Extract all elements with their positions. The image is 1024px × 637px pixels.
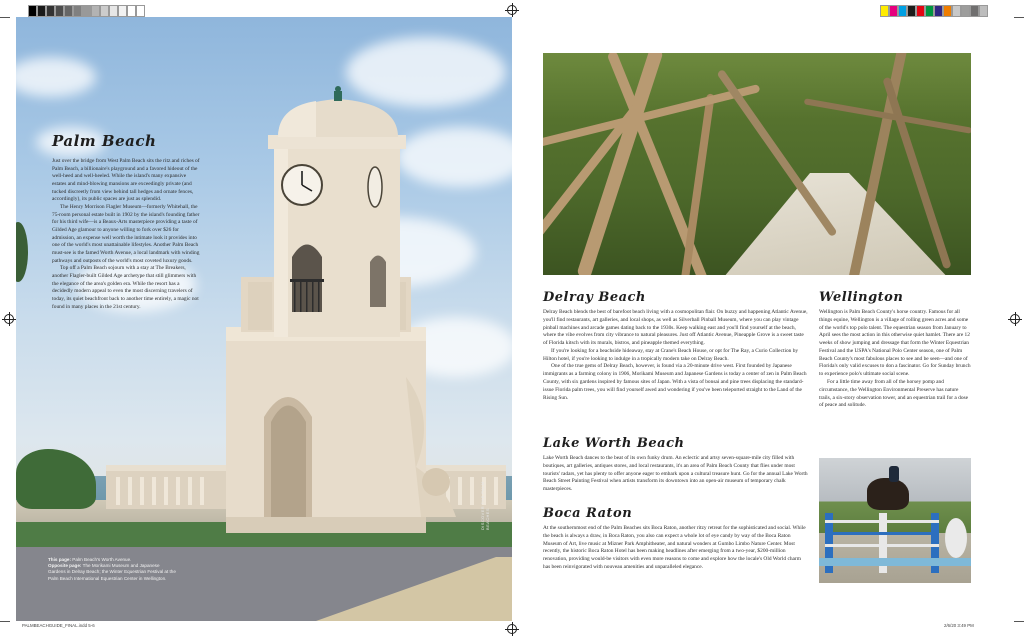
registration-mark-left-icon <box>4 314 14 324</box>
caption-opposite-page: The Morikami Museum and Japanese Gardens in Delray Beach; the Winter Equestrian Festival at the Palm Beach International Equestrian Center in Wellington. <box>48 563 176 581</box>
caption-this-page: Palm Beach's Worth Avenue. <box>72 557 132 562</box>
boca-raton-title: Boca Raton <box>543 506 633 521</box>
crop-mark <box>1014 17 1024 18</box>
wellington-paragraph-2: For a little time away from all of the horsey pomp and circumstance, the Wellington Environmental Preserve has nature trails, a six-story observation tower, and an equestrian trail for a dose of peace and solitude. <box>819 379 969 409</box>
registration-mark-bottom-icon <box>507 624 517 634</box>
boca-raton-body <box>543 525 808 572</box>
caption-lead-this-page: This page: <box>48 557 71 562</box>
palm-beach-paragraph-2: The Henry Morrison Flagler Museum—formerly Whitehall, the 75-room personal estate built in 1902 by the island's founding father for his third wife—is a Beaux-Arts masterpiece providing a taste of Gilded Age glamour to anyone willing to fork over $26 for admission, an expense well worth the intimate look it provides into one of the world's most unattainable lifestyles. Another Palm Beach must-see is the famed Worth Avenue, a local landmark with winding pathways and outposts of the world's most coveted luxury goods. <box>52 204 200 264</box>
palm-beach-title: Palm Beach <box>52 132 157 150</box>
delray-beach-title: Delray Beach <box>543 290 646 305</box>
palm-beach-paragraph-1: Just over the bridge from West Palm Beach sits the ritz and riches of Palm Beach, a billionaire's playground and a favored hideout of the well-heed and well-heeled. While the island's many expansive estates and mind-blowing mansions are exceedingly private (and tucked discreetly from view behind tall hedges and ornate fences, accordingly), its public spaces are just as splendid. <box>52 158 200 203</box>
lake-worth-paragraph-1: Lake Worth Beach dances to the beat of its own funky drum. An eclectic and artsy seven-square-mile city filled with boutiques, art galleries, antiques stores, and local restaurants, it's an area of Palm Beach County that flies under most tourists' radars, yet has plenty to offer anyone eager to embark upon a cultural treasure hunt. Go for the annual Lake Worth Beach Street Painting Festival when artists transform its downtown into an open-air museum of temporary chalk masterpieces. <box>543 455 808 493</box>
indd-file-slug: PALMBEACHGUIDE_FINAL.indd 5-6 <box>22 623 95 628</box>
crop-mark <box>0 17 10 18</box>
equestrian-jumping-photo <box>819 458 971 583</box>
horse-and-rider <box>867 478 909 510</box>
palm-beach-paragraph-3: Top off a Palm Beach sojourn with a stay at The Breakers, another Flagler-built Gilded Age archetype that still glimmers with the elegance of the area's golden era. While the resort has a decidedly modern appeal to even the most discerning travelers of today, its quiet beachfront back to another time entirely, a magic not found in many places in the 21st century. <box>52 265 199 310</box>
lake-worth-beach-body <box>543 455 808 494</box>
wellington-paragraph-1: Wellington is Palm Beach County's horse country. Famous for all things equine, Wellington is a village of rolling green acres and some of the world's top polo talent. The equestrian season from January to April sees the most action in this otherwise quiet hamlet. There are 12 weeks of show jumping and dressage that form the Winter Equestrian Festival and the USPA's National Polo Center season, one of Palm Beach County's most fabulous places to see and be seen—and one of Florida's only valid excuses to don a fascinator. Go for Sunday brunch to experience polo's ultimate social scene. <box>819 309 971 378</box>
clock-tower-photo <box>16 17 512 621</box>
palm-beach-body <box>52 158 200 311</box>
japanese-garden-photo <box>543 53 971 275</box>
wellington-body <box>819 309 971 410</box>
worth-avenue-clock-tower <box>16 17 512 621</box>
grayscale-color-bar <box>28 5 145 17</box>
crop-mark <box>1014 621 1024 622</box>
photo-credit: DISCOVER THE PALM BEACHES <box>480 481 490 530</box>
registration-mark-top-icon <box>507 5 517 15</box>
jump-rail <box>825 544 939 547</box>
photo-caption <box>48 557 178 582</box>
caption-lead-opposite-page: Opposite page: <box>48 563 82 569</box>
crop-mark <box>0 621 10 622</box>
delray-beach-body <box>543 309 808 402</box>
wellington-title: Wellington <box>819 290 904 305</box>
delray-paragraph-1: Delray Beach blends the best of barefoot beach living with a cosmopolitan flair. On buzzy and happening Atlantic Avenue, you'll find restaurants, art galleries, and local shops, as well as Silverball Pinball Museum, where you can play vintage pinball machines and arcade games dating back to the 1930s. Keep walking east and you'll find yourself at the beach, where the vibe evolves from city vibrance to natural pleasures. Just off Atlantic Avenue, Pineapple Grove is a sweet taste of Florida kitsch with its murals, bistros, and pineapple themed everything. <box>543 309 808 347</box>
cmyk-color-bar <box>880 5 988 17</box>
delray-paragraph-3: One of the true gems of Delray Beach, however, is found via a 20-minute drive west. First founded by Japanese immigrants as a farming colony in 1906, Morikami Museum and Japanese Gardens is today a center of zen in Palm Beach County, with six gardens inspired by famous sites of Japan. With a vista of bonsai and pine trees displacing the standard-issue Florida palm trees, you will find yourself awed and wondering if you've been teleported straight to the Land of the Rising Sun. <box>543 363 807 401</box>
jump-rail <box>825 520 939 523</box>
lake-worth-beach-title: Lake Worth Beach <box>543 436 685 451</box>
boca-paragraph-1: At the southernmost end of the Palm Beaches sits Boca Raton, another ritzy retreat for the sophisticated and social. While the beach is always a draw, in Boca Raton, you also can expect a whole lot of eye candy by way of the Boca Raton Museum of Art, live music at Mizner Park Amphitheater, and natural wonders at Gumbo Limbo Nature Center. Most recently, the historic Boca Raton Hotel has been making headlines after emerging from a two-year, $200-million renovation, providing would-be visitors with even more reasons to come and explore how the locale's Old World charm has been reinvigorated with nouveau amenities and unparalleled elegance. <box>543 525 806 570</box>
jump-rail <box>825 532 939 535</box>
registration-mark-right-icon <box>1010 314 1020 324</box>
print-timestamp: 2/6/20 3:49 PM <box>944 623 974 628</box>
delray-paragraph-2: If you're looking for a beachside hideaway, stay at Crane's Beach House, or opt for The Ray, a Curio Collection by Hilton hotel, if you're looking to indulge in a tropically modern take on Delray Beach. <box>543 347 799 362</box>
